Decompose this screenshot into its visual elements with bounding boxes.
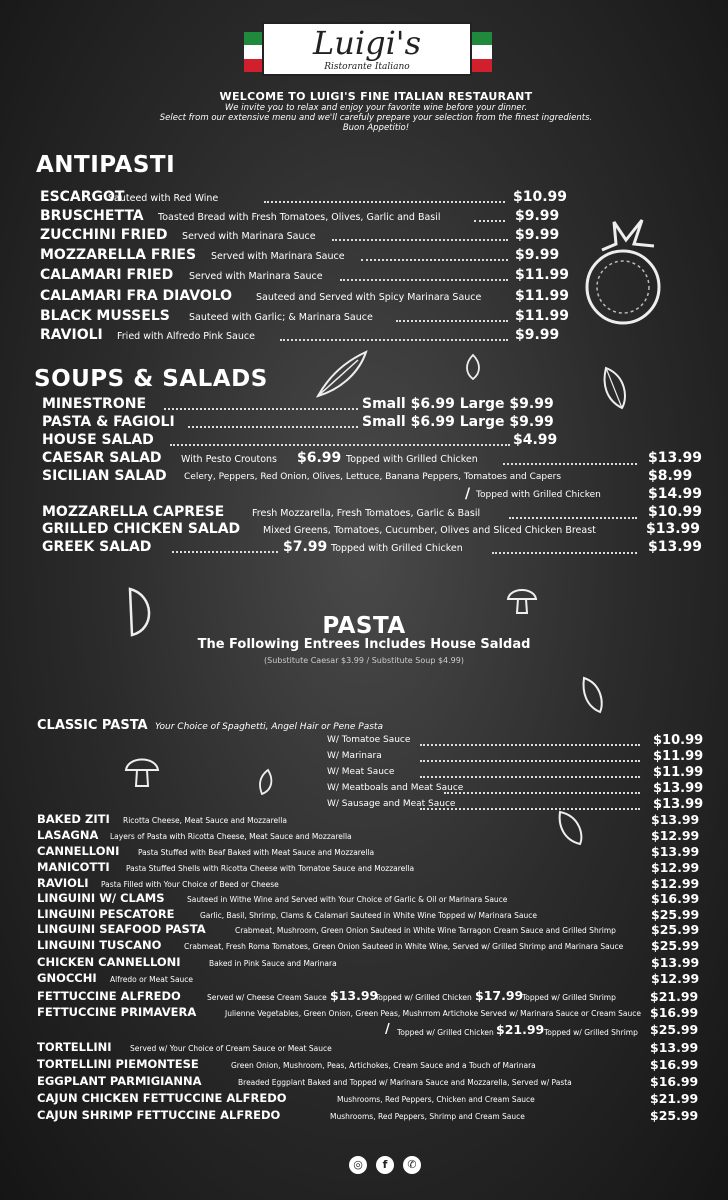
pasta-subheading: The Following Entrees Includes House Saldad	[197, 637, 531, 652]
welcome-line: Select from our extensive menu and we'll carefuly prepare your selection from the finest ingredients.	[159, 113, 593, 123]
menu-item-price: $13.99	[653, 781, 704, 796]
dot-leader	[340, 279, 508, 281]
menu-item-name: CANNELLONI	[37, 844, 120, 858]
menu-item-name: ESCARGOT	[40, 189, 125, 205]
menu-item-price: $7.99	[283, 539, 328, 555]
menu-item-desc: Sauteed in Withe Wine and Served with Your Choice of Garlic & Oil or Marinara Sauce	[187, 895, 508, 904]
mushroom-icon	[506, 585, 538, 617]
menu-item-desc: Topped with Grilled Chicken	[476, 490, 601, 500]
menu-item-name: CALAMARI FRIED	[40, 267, 174, 283]
logo-subtitle: Ristorante Italiano	[324, 62, 410, 72]
menu-item-name: MOZZARELLA CAPRESE	[42, 504, 225, 520]
menu-item-name: LINGUINI TUSCANO	[37, 938, 162, 952]
menu-item-name: LINGUINI SEAFOOD PASTA	[37, 922, 206, 936]
leaf-icon	[580, 674, 606, 716]
menu-item-price: Small $6.99 Large $9.99	[362, 414, 554, 430]
leaf-icon	[556, 808, 586, 848]
menu-item-desc: Pasta Stuffed with Beaf Baked with Meat Sauce and Mozzarella	[138, 848, 375, 857]
menu-item-desc: Pasta Filled with Your Choice of Beed or Cheese	[101, 880, 279, 889]
menu-item-name: TORTELLINI PIEMONTESE	[37, 1057, 199, 1071]
menu-item-price: $11.99	[653, 749, 704, 764]
welcome-block	[100, 90, 652, 133]
dot-leader	[420, 808, 640, 810]
dot-leader	[361, 259, 508, 261]
menu-item-desc: Garlic, Basil, Shrimp, Clams & Calamari Sauteed in White Wine Topped w/ Marinara Sauce	[200, 911, 538, 920]
menu-item-desc: Breaded Eggplant Baked and Topped w/ Marinara Sauce and Mozzarella, Served w/ Pasta	[238, 1078, 572, 1087]
menu-item-price: $21.99	[650, 989, 699, 1004]
menu-item-desc: Topped with Grilled Chicken	[346, 454, 478, 465]
menu-item-price: Small $6.99 Large $9.99	[362, 396, 554, 412]
slash: /	[465, 486, 471, 502]
menu-item-desc: Fried with Alfredo Pink Sauce	[117, 331, 255, 342]
menu-item-desc: Crabmeat, Mushroom, Green Onion Sauteed in White Wine Tarragon Cream Sauce and Grilled Shrimp	[235, 926, 616, 935]
menu-item-desc: Baked in Pink Sauce and Marinara	[209, 959, 337, 968]
menu-item-name: HOUSE SALAD	[42, 432, 154, 448]
lemon-slice-illustration	[124, 585, 156, 639]
menu-item-price: $11.99	[515, 288, 570, 304]
menu-item-desc: Toasted Bread with Fresh Tomatoes, Olives, Garlic and Basil	[158, 212, 441, 223]
menu-item-price: $12.99	[651, 828, 700, 843]
dot-leader	[396, 320, 508, 322]
menu-item-name: TORTELLINI	[37, 1040, 112, 1054]
instagram-icon[interactable]: ◎	[349, 1156, 367, 1174]
menu-item-desc: Mushrooms, Red Peppers, Shrimp and Cream Sauce	[330, 1112, 525, 1121]
menu-item-name: MOZZARELLA FRIES	[40, 247, 197, 263]
menu-item-name: GNOCCHI	[37, 971, 97, 985]
menu-item-name: LINGUINI PESCATORE	[37, 907, 175, 921]
mushroom-icon	[124, 754, 160, 790]
menu-item-name: LASAGNA	[37, 828, 99, 842]
menu-item-price: $13.99	[646, 521, 701, 537]
antipasti-heading: ANTIPASTI	[36, 152, 176, 178]
welcome-line: We invite you to relax and enjoy your favorite wine before your dinner.	[224, 103, 528, 113]
dot-leader	[474, 220, 505, 222]
menu-item-price: $9.99	[515, 247, 560, 263]
restaurant-logo	[244, 20, 492, 78]
menu-item-desc: Mixed Greens, Tomatoes, Cucumber, Olives and Sliced Chicken Breast	[263, 525, 596, 536]
menu-item-desc: Sauteed with Red Wine	[108, 193, 219, 204]
menu-item-name: GRILLED CHICKEN SALAD	[42, 521, 241, 537]
menu-item-price: $6.99	[297, 450, 342, 466]
menu-item-price: $8.99	[648, 468, 693, 484]
menu-item-desc: Served w/ Cheese Cream Sauce	[207, 993, 327, 1002]
menu-item-name: GREEK SALAD	[42, 539, 152, 555]
menu-item-price: $25.99	[650, 1108, 699, 1123]
dot-leader	[264, 201, 505, 203]
menu-item-desc: Mushrooms, Red Peppers, Chicken and Cream Sauce	[337, 1095, 535, 1104]
tomato-illustration	[584, 212, 662, 336]
menu-item-price: $10.99	[653, 733, 704, 748]
menu-item-name: RAVIOLI	[37, 876, 89, 890]
menu-item-price: $9.99	[515, 327, 560, 343]
menu-item-price: $13.99	[650, 1040, 699, 1055]
menu-item-price: $16.99	[651, 891, 700, 906]
menu-item-name: FETTUCCINE ALFREDO	[37, 989, 181, 1003]
menu-item-name: FETTUCCINE PRIMAVERA	[37, 1005, 197, 1019]
menu-item-desc: With Pesto Croutons	[181, 454, 278, 465]
menu-item-desc: Topped w/ Grilled Chicken	[375, 993, 472, 1002]
dot-leader	[280, 339, 508, 341]
menu-item-desc: Julienne Vegetables, Green Onion, Green Peas, Mushrrom Artichoke Served w/ Marinara Sauce or Cream Sauce	[225, 1009, 641, 1018]
slash: /	[385, 1022, 390, 1037]
menu-item-name: BLACK MUSSELS	[40, 308, 170, 324]
menu-item-price: $25.99	[651, 922, 700, 937]
menu-item-price: $14.99	[648, 486, 703, 502]
menu-item-price: $12.99	[651, 860, 700, 875]
herb-leaf-illustration	[314, 348, 370, 400]
menu-item-price: $25.99	[650, 1022, 699, 1037]
menu-item-price: $12.99	[651, 971, 700, 986]
menu-item-name: SICILIAN SALAD	[42, 468, 167, 484]
menu-item-price: $11.99	[515, 267, 570, 283]
menu-item-desc: Pasta Stuffed Shells with Ricotta Cheese with Tomatoe Sauce and Mozzarella	[126, 864, 415, 873]
menu-item-price: $4.99	[513, 432, 558, 448]
menu-item-desc: Sauteed and Served with Spicy Marinara Sauce	[256, 292, 482, 303]
menu-item-name: LINGUINI W/ CLAMS	[37, 891, 165, 905]
whatsapp-icon[interactable]: ✆	[403, 1156, 421, 1174]
menu-item-name: PASTA & FAGIOLI	[42, 414, 175, 430]
menu-item-price: $11.99	[653, 765, 704, 780]
menu-item-price: $9.99	[515, 208, 560, 224]
logo-box	[262, 22, 472, 76]
menu-item-price: $13.99	[651, 812, 700, 827]
dot-leader	[420, 776, 640, 778]
menu-item-name: MANICOTTI	[37, 860, 110, 874]
pasta-note: (Substitute Caesar $3.99 / Substitute Soup $4.99)	[264, 656, 464, 665]
menu-item-price: $21.99	[650, 1091, 699, 1106]
menu-item-desc: Topped w/ Grilled Shrimp	[522, 993, 616, 1002]
menu-item-price: $16.99	[650, 1074, 699, 1089]
soups-heading: SOUPS & SALADS	[34, 366, 268, 392]
menu-item-desc: Alfredo or Meat Sauce	[110, 975, 194, 984]
menu-item-desc: Served w/ Your Choice of Cream Sauce or Meat Sauce	[130, 1044, 332, 1053]
menu-item-name: CALAMARI FRA DIAVOLO	[40, 288, 233, 304]
menu-item-price: $10.99	[648, 504, 703, 520]
menu-item-name: CAESAR SALAD	[42, 450, 162, 466]
menu-item-desc: Ricotta Cheese, Meat Sauce and Mozzarella	[123, 816, 287, 825]
menu-item-price: $21.99	[496, 1022, 545, 1037]
menu-item-price: $11.99	[515, 308, 570, 324]
menu-item-desc: Fresh Mozzarella, Fresh Tomatoes, Garlic & Basil	[252, 508, 481, 519]
menu-item-name: ZUCCHINI FRIED	[40, 227, 168, 243]
menu-item-price: $10.99	[513, 189, 568, 205]
menu-item-desc: Sauteed with Garlic; & Marinara Sauce	[189, 312, 373, 323]
menu-item-price: $13.99	[651, 844, 700, 859]
menu-item-price: $16.99	[650, 1057, 699, 1072]
leaf-icon	[256, 768, 276, 796]
welcome-title: WELCOME TO LUIGI'S FINE ITALIAN RESTAURANT	[219, 90, 533, 103]
menu-item-name: MINESTRONE	[42, 396, 147, 412]
menu-item-desc: Served with Marinara Sauce	[189, 271, 323, 282]
leaf-icon	[463, 353, 483, 381]
dot-leader	[444, 792, 640, 794]
menu-item-name: CAJUN CHICKEN FETTUCCINE ALFREDO	[37, 1091, 287, 1105]
menu-option-label: W/ Tomatoe Sauce	[327, 735, 411, 745]
menu-item-name: BRUSCHETTA	[40, 208, 144, 224]
menu-item-desc: Layers of Pasta with Ricotta Cheese, Meat Sauce and Mozzarella	[110, 832, 352, 841]
menu-item-desc: Your Choice of Spaghetti, Angel Hair or Pene Pasta	[155, 722, 383, 732]
dot-leader	[420, 744, 640, 746]
menu-item-price: $25.99	[651, 907, 700, 922]
dot-leader	[332, 239, 508, 241]
leaf-icon	[600, 364, 630, 412]
menu-item-price: $9.99	[515, 227, 560, 243]
menu-item-price: $13.99	[651, 955, 700, 970]
pasta-heading: PASTA	[322, 613, 406, 639]
menu-item-name: BAKED ZITI	[37, 812, 110, 826]
menu-item-desc: Celery, Peppers, Red Onion, Olives, Lettuce, Banana Peppers, Tomatoes and Capers	[184, 472, 562, 482]
menu-option-label: W/ Marinara	[327, 751, 382, 761]
menu-item-desc: Topped w/ Grilled Shrimp	[544, 1028, 638, 1037]
menu-item-price: $13.99	[330, 988, 379, 1003]
menu-option-label: W/ Meat Sauce	[327, 767, 395, 777]
menu-item-name: CHICKEN CANNELLONI	[37, 955, 181, 969]
logo-name: Luigi's	[312, 24, 422, 62]
menu-item-price: $13.99	[648, 539, 703, 555]
menu-option-label: W/ Sausage and Meat Sauce	[327, 799, 456, 809]
menu-item-desc: Topped w/ Grilled Chicken	[397, 1028, 494, 1037]
menu-item-name: EGGPLANT PARMIGIANNA	[37, 1074, 202, 1088]
menu-item-price: $17.99	[475, 988, 524, 1003]
menu-item-name: CLASSIC PASTA	[37, 718, 148, 733]
dot-leader	[420, 760, 640, 762]
menu-item-price: $25.99	[651, 938, 700, 953]
menu-item-price: $13.99	[648, 450, 703, 466]
facebook-icon[interactable]: f	[376, 1156, 394, 1174]
menu-item-desc: Served with Marinara Sauce	[182, 231, 316, 242]
menu-item-desc: Topped with Grilled Chicken	[331, 543, 463, 554]
menu-item-name: RAVIOLI	[40, 327, 103, 343]
menu-item-price: $13.99	[653, 797, 704, 812]
menu-item-desc: Served with Marinara Sauce	[211, 251, 345, 262]
menu-option-label: W/ Meatboals and Meat Sauce	[327, 783, 464, 793]
menu-item-price: $12.99	[651, 876, 700, 891]
menu-item-name: CAJUN SHRIMP FETTUCCINE ALFREDO	[37, 1108, 281, 1122]
menu-item-desc: Green Onion, Mushroom, Peas, Artichokes, Cream Sauce and a Touch of Marinara	[231, 1061, 536, 1070]
menu-item-desc: Crabmeat, Fresh Roma Tomatoes, Green Onion Sauteed in White Wine, Served w/ Grilled Shrimp and Marinara Sauce	[184, 942, 624, 951]
welcome-line: Buon Appetitio!	[342, 123, 410, 133]
menu-item-price: $16.99	[650, 1005, 699, 1020]
